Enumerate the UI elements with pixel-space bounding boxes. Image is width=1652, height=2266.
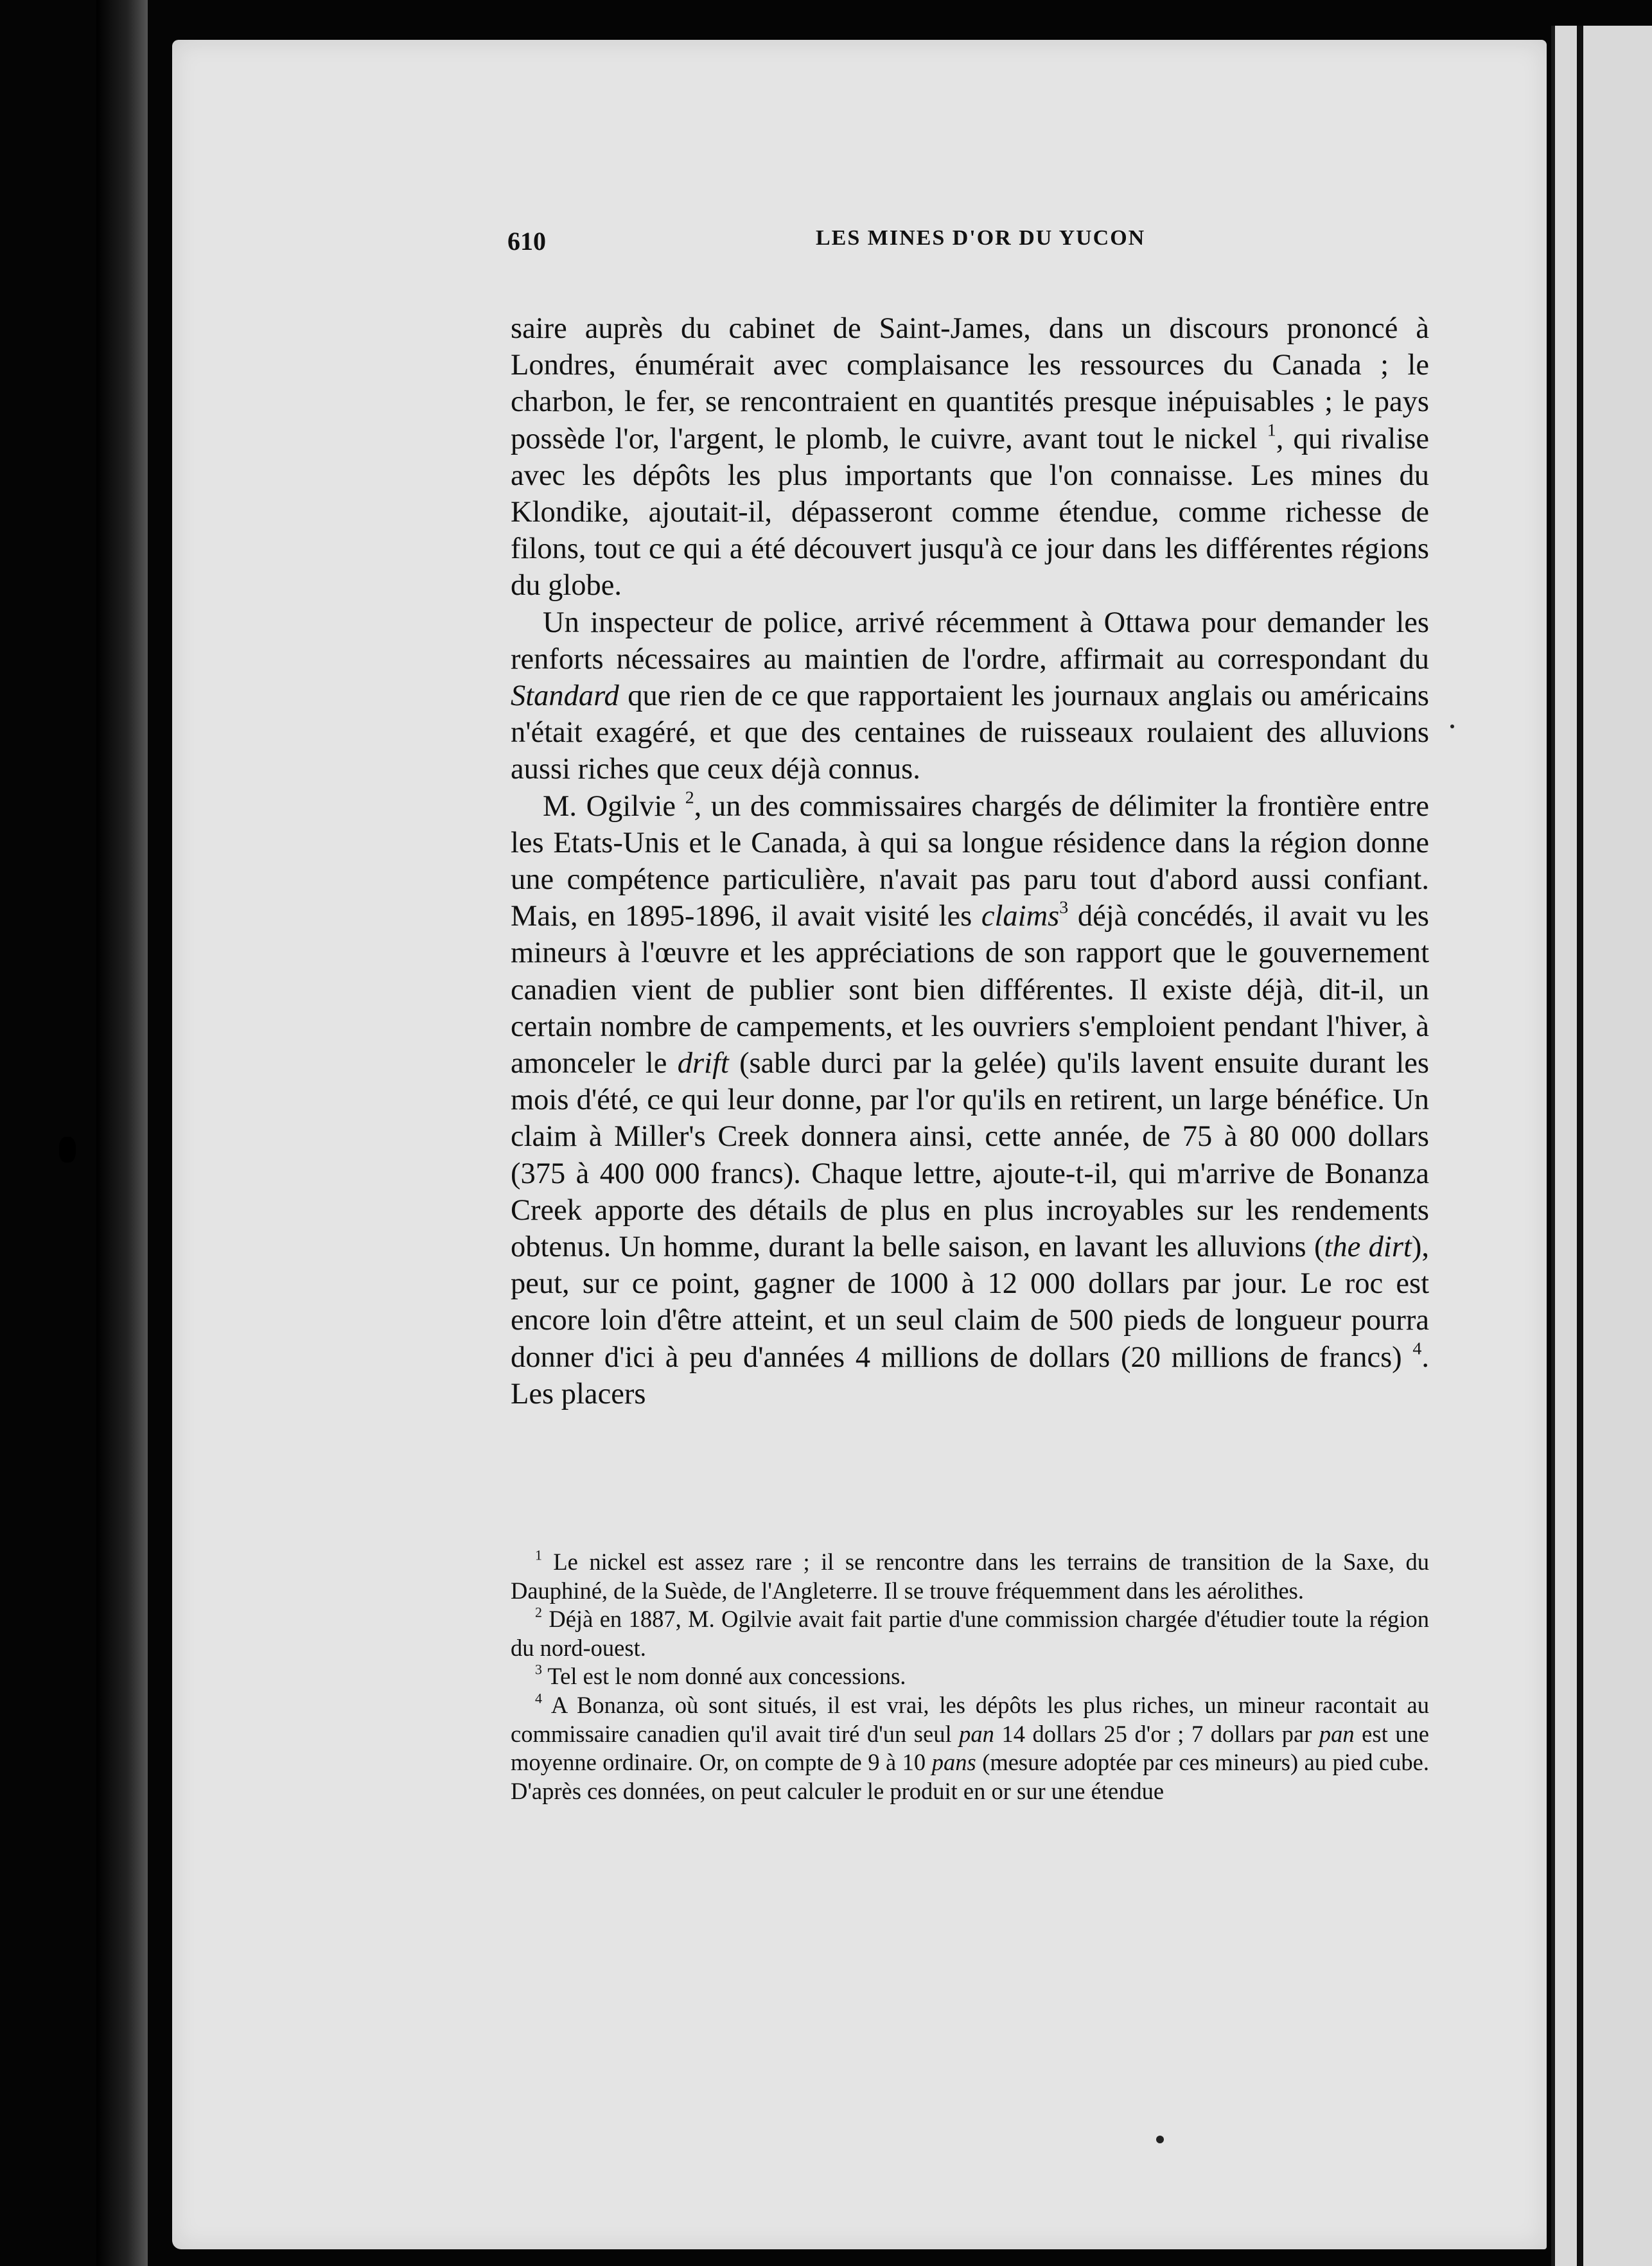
scan-blot: [59, 1137, 76, 1163]
footnote-marker: 4: [1412, 1339, 1422, 1359]
footnote-marker: 4: [535, 1690, 542, 1707]
italic-term: drift: [677, 1047, 729, 1080]
footnote: [511, 1691, 1429, 1805]
page-number: 610: [507, 227, 546, 256]
text-run: , qui rivalise avec les dépôts les plus importants que l'on connaisse. Les mines du Klondike, ajoutait-il, dépasseront comme étendue, comme richesse de filons, tout ce qui a été découvert jusqu'à ce jour dans les différentes régions du globe.: [511, 422, 1429, 602]
footnote-marker: 1: [1267, 420, 1276, 441]
footnote-marker: 1: [535, 1547, 542, 1563]
adjacent-page-edge: [1551, 26, 1652, 2266]
running-title: LES MINES D'OR DU YUCON: [816, 226, 1146, 250]
text-run: M. Ogilvie: [543, 789, 685, 823]
italic-term: pans: [931, 1749, 976, 1776]
text-run: ), peut, sur ce point, gagner de 1000 à 12 000 dollars par jour. Le roc est encore loin d'être atteint, et un seul claim de 500 pieds de longueur pourra donner d'ici à peu d'années 4 millions de dollars (20 millions de francs): [511, 1231, 1429, 1374]
binding-shadow: [96, 0, 148, 2266]
text-run: que rien de ce que rapportaient les journaux anglais ou américains n'était exagéré, et que des centaines de ruisseaux roulaient des alluvions aussi riches que ceux déjà connus.: [511, 680, 1429, 786]
body-text: [511, 310, 1429, 1412]
italic-term: Standard: [511, 680, 619, 713]
italic-term: the dirt: [1324, 1231, 1412, 1264]
footnote-marker: 2: [535, 1604, 542, 1620]
footnote: [511, 1548, 1429, 1605]
text-run: déjà concédés, il avait vu les mineurs à l'œuvre et les appréciations de son rapport que le gouvernement canadien vient de publier sont bien différentes. Il existe déjà, dit-il, un certain nombre de campements, et les ouvriers s'emploient pendant l'hiver, à amonceler le: [511, 900, 1429, 1080]
footnote-marker: 3: [535, 1662, 542, 1678]
footnote: [511, 1605, 1429, 1662]
footnotes: [511, 1548, 1429, 1805]
text-run: (mesure adoptée par ces mineurs) au pied cube. D'après ces données, on peut calculer le produit en or sur une étendue: [511, 1749, 1429, 1804]
text-run: A Bonanza, où sont situés, il est vrai, les dépôts les plus riches, un mineur racontait au commissaire canadien qu'il avait tiré d'un seul: [511, 1691, 1429, 1747]
text-run: Déjà en 1887, M. Ogilvie avait fait partie d'une commission chargée d'étudier toute la région du nord-ouest.: [511, 1606, 1429, 1661]
text-run: (sable durci par la gelée) qu'ils lavent ensuite durant les mois d'été, ce qui leur donne, par l'or qu'ils en retirent, un large bénéfice. Un claim à Miller's Creek donnera ainsi, cette année, de 75 à 80 000 dollars (375 à 400 000 francs). Chaque lettre, ajoute-t-il, qui m'arrive de Bonanza Creek apporte des détails de plus en plus incroyables sur les rendements obtenus. Un homme, durant la belle saison, en lavant les alluvions (: [511, 1047, 1429, 1264]
text-run: Tel est le nom donné aux concessions.: [541, 1663, 906, 1690]
footnote: [511, 1662, 1429, 1691]
running-head: [507, 226, 1509, 265]
text-run: est une moyenne ordinaire. Or, on compte de 9 à 10: [511, 1720, 1429, 1776]
paragraph: [511, 310, 1429, 604]
adjacent-page-gutter: [1577, 26, 1583, 2266]
text-run: Le nickel est assez rare ; il se rencontre dans les terrains de transition de la Saxe, du Dauphiné, de la Suède, de l'Angleterre. Il se trouve fréquemment dans les aérolithes.: [511, 1549, 1429, 1604]
scan-speck: [1450, 725, 1454, 728]
text-run: . Les placers: [511, 1340, 1429, 1410]
italic-term: pan: [959, 1720, 994, 1747]
text-run: 14 dollars 25 d'or ; 7 dollars par: [994, 1720, 1319, 1747]
text-run: Un inspecteur de police, arrivé récemment à Ottawa pour demander les renforts nécessaires au maintien de l'ordre, affirmait au correspondant du: [511, 606, 1429, 676]
italic-term: claims: [981, 900, 1060, 933]
text-run: , un des commissaires chargés de délimiter la frontière entre les Etats-Unis et le Canada, à qui sa longue résidence dans la région donne une compétence particulière, n'avait pas paru tout d'abord aussi confiant. Mais, en 1895-1896, il avait visité les: [511, 789, 1429, 933]
italic-term: pan: [1319, 1720, 1355, 1747]
paragraph: [511, 788, 1429, 1412]
paragraph: [511, 604, 1429, 788]
text-run: saire auprès du cabinet de Saint-James, dans un discours prononcé à Londres, énumérait avec complaisance les ressources du Canada ; le charbon, le fer, se rencontraient en quantités presque inépuisables ; le pays possède l'or, l'argent, le plomb, le cuivre, avant tout le nickel: [511, 312, 1429, 455]
footnote-marker: 2: [685, 787, 694, 808]
footnote-marker: 3: [1059, 897, 1069, 918]
scan-speck: [1156, 2136, 1164, 2143]
